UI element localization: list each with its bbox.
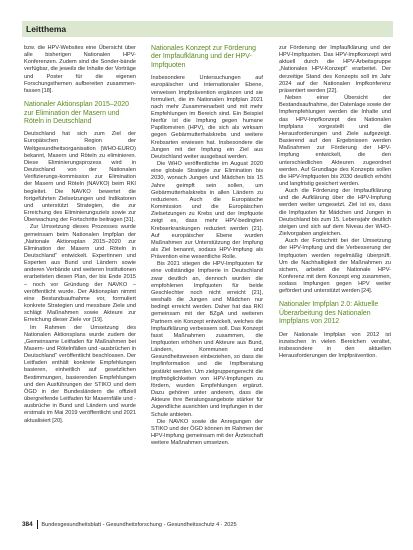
paragraph: Der Nationale Impfplan von 2012 ist inzwischen in vielen Bereichen veraltet, insbesondere in den aktuellen Herausforderungen der Impfprävention. [279, 331, 391, 360]
text-column-3 [279, 45, 391, 360]
paragraph: bzw. die HPV-Websites eine Übersicht über alle bisherigen Nationalen HPV-Konferenzen. Zudem sind die Sonder-bände verfügbar, die jeweils die Inhalte der Vorträge und Poster für die eigenen Forschungsthemen aufbereiten zusammen-fassen [18]. [24, 45, 136, 94]
paragraph: Insbesondere Untersuchungen auf europäischer und internationaler Ebene, verweisen Impfprävention ergänzen und sie formuliert, die im Nationalen Impfplan 2021 nach mehr Zusammenarbeit und mit mehr Empfehlungen im Bereich sind. Ein Beispiel hierfür ist die Impfung gegen humane Papillomviren (HPV), die sich als wirksam gegen Gebärmutterhalskrebs und weitere Krebsarten erwiesen hat. Insbesondere die Jungen mit der Impfung ein Ziel aus Deutschland weiter ausgebaut werden. [151, 75, 263, 160]
paragraph: Bis 2021 stiegen die HPV-Impfquoten für eine vollständige Impfserie in Deutschland zwar deutlich an, dennoch wurden die empfohlenen Impfquoten für beide Geschlechter noch nicht erreicht [21], weshalb die Jungen und Mädchen nur bedingt erreicht werden. Daher hat das RKI gemeinsam mit der BZgA und weiteren Partnern ein Konzept entwickelt, welches die Impfaufklärung verbessern soll. Das Konzept fasst Maßnahmen zusammen, die Impfquoten erhöhen und Akteure aus Bund, Ländern, Kommunen und Gesundheitswesen einbeziehen, so dass die Impfinformation und die Impfberatung gestärkt werden. Um zielgruppengerecht die Impfmöglichkeiten von HPV-Impfungen zu fördern, wurden Empfehlungen ergänzt. Dazu gehören unter anderem, dass die Akteure ihre Beratungsangebote stärker für Jugendliche ausrichten und Impfungen in der Schule anbieten. [151, 261, 263, 418]
journal-citation: Bundesgesundheitsblatt - Gesundheitsforschung - Gesundheitsschutz 4 · 2025 [41, 522, 237, 528]
section-header-bar [22, 21, 393, 37]
text-column-1 [24, 45, 136, 425]
page-footer [22, 520, 393, 530]
paragraph: Auch der Fortschritt bei der Umsetzung der HPV-Impfung und die Verbesserung der Impfquoten werden regelmäßig überprüft. Um die Nachhaltigkeit der Maßnahmen zu sichern, arbeitet die Nationale HPV-Konferenz mit dem Konzept eng zusammen, sodass Impfungen gegen HPV weiter gefördert und unterstützt werden [24]. [279, 238, 391, 295]
section-heading: Nationaler Impfplan 2.0: Aktuelle Überarbeitung des Nationalen Impfplans von 2012 [279, 301, 379, 326]
paragraph: Zur Umsetzung dieses Prozesses wurde gemeinsam beim Nationalen Impfplan der „Nationale Aktionsplan 2015–2020 zur Elimination der Masern und Röteln in Deutschland“ entwickelt. Expertinnen und Experten aus Bund und Ländern sowie anderen Verbände und weiteren Institutionen erarbeiteten diesen Plan, der bis Ende 2015 – noch vor Gründung der NAVKO – veröffentlicht wurde. Der Aktionsplan nimmt eine Bestandsaufnahme vor, formuliert konkrete Strategien und messbare Ziele und schlägt Maßnahmen sowie Akteure zur Erreichung dieser Ziele vor [19]. [24, 224, 136, 324]
paragraph: Auch die Förderung der Impfaufklärung und die Aufklärung über die HPV-Impfung werden weiter umgesetzt. Ziel ist es, dass die Impfquoten für Mädchen und Jungen in Deutschland bis zum 15. Lebensjahr deutlich steigen und sich auf dem Niveau der WHO-Zielvorgaben angleichen. [279, 188, 391, 238]
paragraph: zur Förderung der Impfaufklärung und der HPV-Impfquoten. Das HPV-Impfkonzept wird aktuell durch die HPV-Arbeitsgruppe „Nationales HPV-Konzept“ erarbeitet. Der derzeitige Stand des Konzepts soll im Jahr 2024 auf der Nationalen Impfkonferenz präsentiert werden [22]. [279, 45, 391, 94]
paragraph: Deutschland hat sich zum Ziel der Europäischen Region der Weltgesundheitsorganisation (WHO-EURO) bekannt, Masern und Röteln zu eliminieren. Diese Eliminierungsprozess wird in Deutschland von der Nationalen Verifizierungs-kommission zur Elimination der Masern und Röteln (NAVKO) beim RKI begleitet. Die NAVKO bewertet die fortgeführten Zielsetzungen und Indikatoren und unterstützt Strategien, die zur Erreichung des Eliminierungsziels sowie zur Überwachung der Fortschritte beitragen [31]. [24, 131, 136, 224]
paragraph: Neben einer Übersicht der Bestandsaufnahme, der Datenlage sowie der Impfempfehlungen werden die Inhalte und das HPV-Impfkonzept des Nationalen Impfplans vorgestellt und die Herausforderungen und Ziele aufgezeigt. Basierend auf den Ergebnissen werden Maßnahmen zur Förderung der HPV-Impfung entwickelt, die den unterschiedlichen Akteuren zugeordnet werden. Auf Grundlage des Konzepts sollen die HPV-Impfquoten bis 2030 deutlich erhöht und langfristig gesichert werden. [279, 95, 391, 187]
section-heading: Nationaler Aktionsplan 2015–2020 zur Elimination der Masern und Röteln in Deutschland [24, 101, 129, 125]
section-label: Leitthema [26, 24, 67, 34]
section-heading: Nationales Konzept zur Förderung der Impfaufklärung und der HPV-Impfquoten [151, 45, 256, 69]
page-number: 384 [22, 521, 33, 528]
paragraph: Die WHO veröffentlichte im August 2020 eine globale Strategie zur Elimination bis 2030, wonach Jungen und Mädchen bis 15 Jahre geimpft sein sollen, um Gebärmutterhalskrebs in allen Ländern zu reduzieren. Auch die Europäische Kommission und die Europäischen Zielsetzungen zu Krebs und der Impfquote zeigt es, dass mehr HPV-bedingten Krebserkrankungen reduziert werden [21]. Auf europäischer Ebene wurden Maßnahmen zur Unterstützung der Impfung als Ziel benannt, sodass HPV-Impfung als Prävention eine wesentliche Rolle. [151, 161, 263, 261]
footer-divider [37, 520, 38, 529]
paragraph: Die NAVKO sowie die Anregungen der STIKO und der ÖGD können im Rahmen der HPV-Impfung gemeinsam mit der Ärzteschaft weitere Maßnahmen umsetzen. [151, 418, 263, 447]
text-column-2 [151, 45, 263, 447]
paragraph: Im Rahmen der Umsetzung des Nationalen Aktionsplans wurde zudem der „Gemeinsame Leitfaden für Maßnahmen bei Masern- und Rötelnfällen und -ausbrüchen in Deutschland“ veröffentlicht beschlossen. Der Leitfaden enthält konkrete Empfehlungen basieren, einheitlich auf gesetzlichen Bestimmungen, basierenden Empfehlungen und den Ausführungen der STIKO und dem ÖGD in der Bundesländern die offiziell übergreifende Leitfaden für Masernfälle und -ausbrüche in Bund und Ländern und wurde erstmals im Mai 2019 veröffentlicht und 2021 aktualisiert [20]. [24, 324, 136, 424]
